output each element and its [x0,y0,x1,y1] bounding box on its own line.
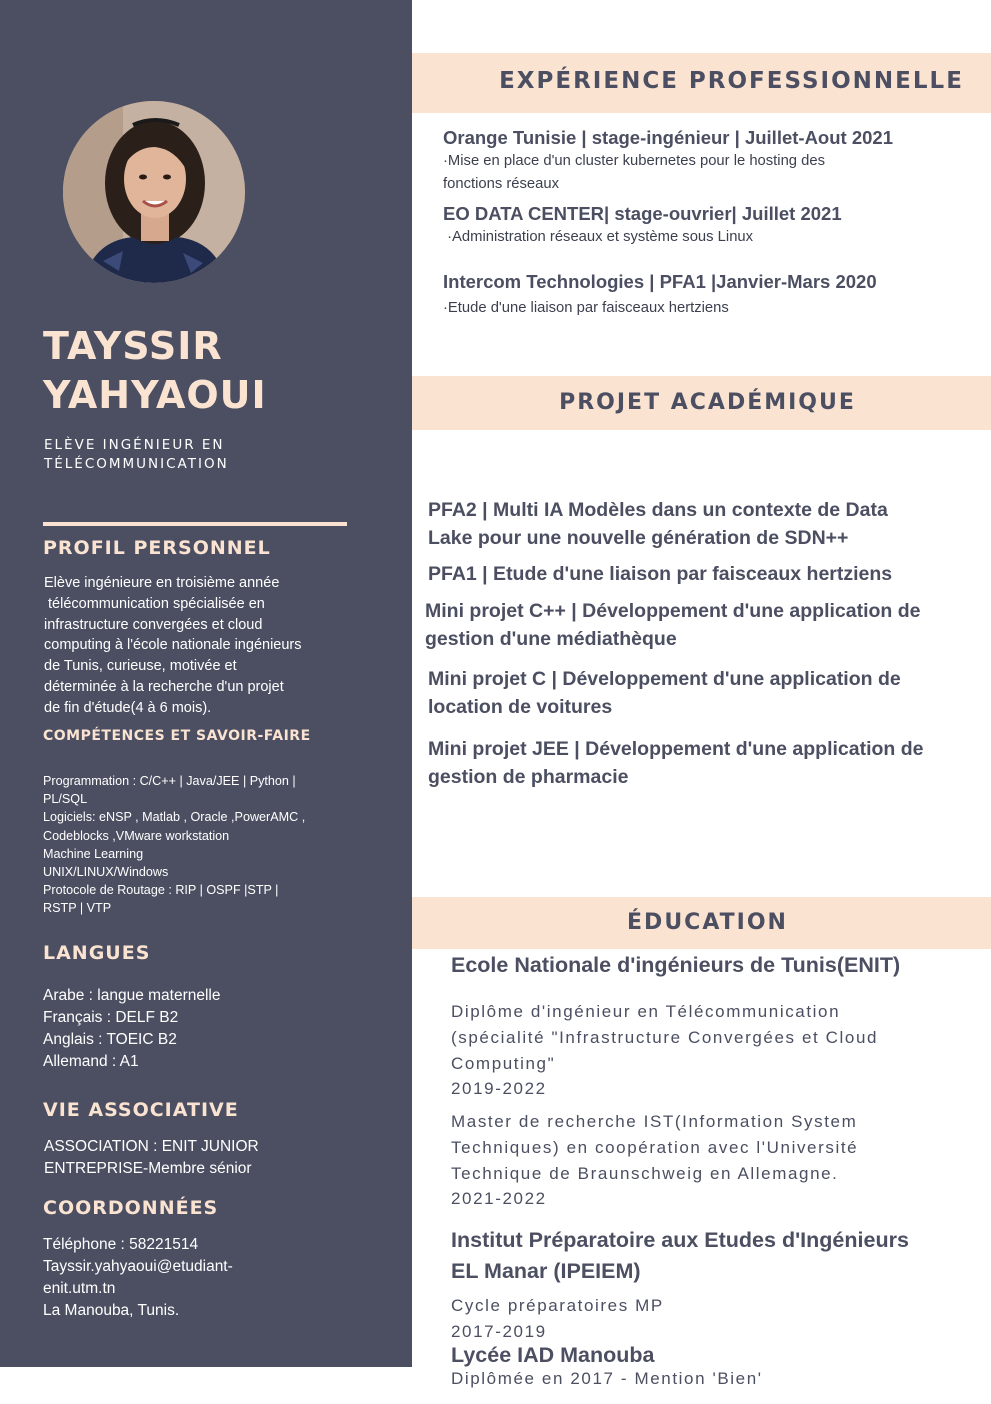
contact-email-line: enit.utm.tn [43,1280,116,1297]
skill-line: RSTP | VTP [43,901,112,916]
experience-item [443,126,983,196]
language-item: Arabe : langue maternelle [43,987,221,1004]
language-item: Français : DELF B2 [43,1009,179,1026]
skill-line: Logiciels: eNSP , Matlab , Oracle ,PowerAMC , [43,810,306,825]
degree-line: Master de recherche IST(Information System [451,1112,858,1131]
experience-desc: ·Mise en place d'un cluster kubernetes pour le hosting des [443,153,826,169]
education-school: Ecole Nationale d'ingénieurs de Tunis(ENIT) [451,953,901,977]
association-text [44,1136,259,1180]
projects-heading: PROJET ACADÉMIQUE [559,390,856,415]
experience-header-band [412,53,991,113]
contact-email[interactable] [43,1256,303,1300]
degree-line: 2021-2022 [451,1189,547,1209]
person-last-name: YAHYAOUI [43,373,267,417]
job-title-line-1: ELÈVE INGÉNIEUR EN [44,437,225,453]
association-line: ENTREPRISE-Membre sénior [44,1160,252,1177]
education-school-line: Institut Préparatoire aux Etudes d'Ingénieurs [451,1228,909,1252]
portrait-image [63,101,245,283]
degree-line: Technique de Braunschweig en Allemagne. [451,1163,839,1183]
association-line: ASSOCIATION : ENIT JUNIOR [44,1138,259,1155]
project-line: PFA1 | Etude d'une liaison par faisceaux hertziens [428,563,893,585]
experience-desc: fonctions réseaux [443,176,559,192]
experience-desc: ·Administration réseaux et système sous Linux [443,229,754,245]
profile-line: de fin d'étude(4 à 6 mois). [44,699,212,716]
experience-title: Orange Tunisie | stage-ingénieur | Juillet-Aout 2021 [443,127,893,148]
sidebar-divider [43,522,347,526]
degree-line: Cycle préparatoires MP [451,1296,664,1315]
profile-line: télécommunication spécialisée en [44,595,265,612]
contact-phone: Téléphone : 58221514 [43,1236,199,1253]
sidebar [0,0,412,1367]
association-heading: VIE ASSOCIATIVE [43,1099,239,1121]
skill-line: PL/SQL [43,792,88,807]
education-degree [451,999,971,1102]
project-item [428,496,991,552]
projects-header-band [412,376,991,430]
languages-list [43,985,221,1073]
degree-line: Diplôme d'ingénieur en Télécommunication [451,1002,841,1021]
language-item: Allemand : A1 [43,1053,139,1070]
project-line: Mini projet C | Développement d'une application de [428,668,901,690]
experience-item [443,270,983,320]
profile-line: Elève ingénieure en troisième année [44,575,280,591]
profile-line: infrastructure convergées et cloud [44,616,263,633]
profile-line: de Tunis, curieuse, motivée et [44,658,237,675]
skill-line: Codeblocks ,VMware workstation [43,828,230,843]
education-heading: ÉDUCATION [627,910,788,935]
degree-line: 2019-2022 [451,1079,547,1099]
project-line: gestion d'une médiathèque [425,628,677,650]
profile-line: déterminée à la recherche d'un projet [44,678,284,695]
skills-heading: COMPÉTENCES ET SAVOIR-FAIRE [43,728,311,744]
profile-photo [63,101,245,283]
degree-line: Computing" [451,1053,556,1073]
language-item: Anglais : TOEIC B2 [43,1031,177,1048]
project-line: gestion de pharmacie [428,766,629,788]
experience-heading: EXPÉRIENCE PROFESSIONNELLE [499,68,964,94]
job-title [44,436,229,474]
project-line: PFA2 | Multi IA Modèles dans un contexte de Data [428,499,888,521]
skill-line: Machine Learning [43,846,144,861]
profile-heading: PROFIL PERSONNEL [43,537,271,559]
project-item [425,597,990,653]
profile-line: computing à l'école nationale ingénieurs [44,637,302,654]
project-line: location de voitures [428,696,613,718]
person-name [43,322,267,420]
contact-email-line: Tayssir.yahyaoui@etudiant- [43,1258,233,1275]
project-item [428,560,991,588]
education-school: Lycée IAD Manouba [451,1343,655,1367]
skills-list [43,772,363,918]
experience-title: EO DATA CENTER| stage-ouvrier| Juillet 2021 [443,203,842,224]
contact-heading: COORDONNÉES [43,1197,219,1219]
skill-line: UNIX/LINUX/Windows [43,865,169,880]
skill-line: Programmation : C/C++ | Java/JEE | Python | [43,774,296,788]
project-item [428,665,991,721]
experience-title: Intercom Technologies | PFA1 |Janvier-Mars 2020 [443,271,877,292]
project-item [428,735,991,791]
education-degree [451,1109,971,1212]
person-first-name: TAYSSIR [43,324,223,368]
education-header-band [412,897,991,949]
contact-address: La Manouba, Tunis. [43,1302,180,1319]
education-degree [451,1293,971,1345]
project-line: Mini projet JEE | Développement d'une application de [428,738,924,760]
experience-desc: ·Etude d'une liaison par faisceaux hertziens [443,300,729,316]
degree-line: 2017-2019 [451,1321,547,1341]
job-title-line-2: TÉLÉCOMMUNICATION [44,456,229,472]
education-school [451,1225,991,1287]
degree-line: Techniques) en coopération avec l'Université [451,1137,859,1157]
profile-summary [44,573,364,719]
contact-info [43,1234,303,1322]
languages-heading: LANGUES [43,942,151,964]
skill-line: Protocole de Routage : RIP | OSPF |STP | [43,883,279,898]
experience-item [443,202,983,249]
degree-line: (spécialité "Infrastructure Convergées et Cloud [451,1027,879,1047]
education-school-line: EL Manar (IPEIEM) [451,1259,641,1283]
project-line: Lake pour une nouvelle génération de SDN++ [428,527,849,549]
project-line: Mini projet C++ | Développement d'une application de [425,600,921,622]
education-degree: Diplômée en 2017 - Mention 'Bien' [451,1369,763,1388]
